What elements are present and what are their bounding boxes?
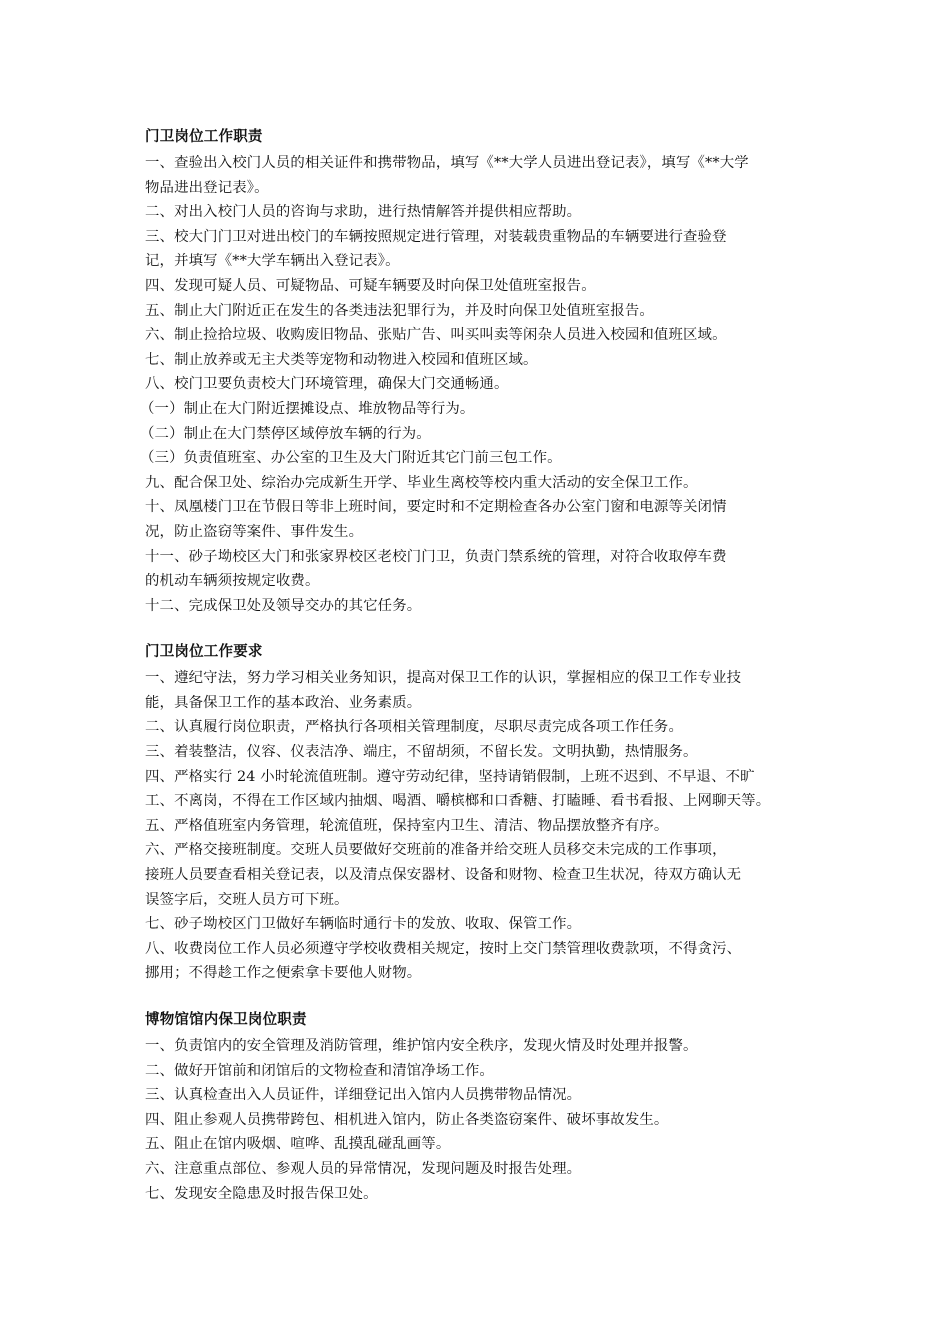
text-line: 十、凤凰楼门卫在节假日等非上班时间，要定时和不定期检查各办公室门窗和电源等关闭情	[145, 499, 727, 516]
section-heading: 门卫岗位工作要求	[145, 644, 263, 661]
text-line: 十一、砂子坳校区大门和张家界校区老校门门卫，负责门禁系统的管理，对符合收取停车费	[145, 548, 727, 565]
text-line: 物品进出登记表》。	[145, 179, 269, 196]
text-line: 二、认真履行岗位职责，严格执行各项相关管理制度，尽职尽责完成各项工作任务。	[145, 719, 684, 736]
section-museum-security-duties	[145, 1010, 825, 1206]
section-heading: 门卫岗位工作职责	[145, 129, 263, 145]
text-line: 三、着装整洁，仪容、仪表洁净、端庄，不留胡须，不留长发。文明执勤，热情服务。	[145, 744, 698, 761]
text-line: 一、查验出入校门人员的相关证件和携带物品，填写《**大学人员进出登记表》，填写《**大学	[145, 155, 749, 171]
text-line: 八、校门卫要负责校大门环境管理，确保大门交通畅通。	[145, 376, 509, 393]
text-line: 况，防止盗窃等案件、事件发生。	[145, 523, 364, 540]
text-line: 的机动车辆须按规定收费。	[145, 573, 320, 590]
section-heading: 博物馆馆内保卫岗位职责	[145, 1012, 307, 1028]
section-body	[145, 1034, 825, 1206]
text-line: 十二、完成保卫处及领导交办的其它任务。	[145, 597, 422, 614]
text-line: 六、注意重点部位、参观人员的异常情况，发现问题及时报告处理。	[145, 1160, 582, 1177]
text-line: 能，具备保卫工作的基本政治、业务素质。	[145, 694, 422, 711]
text-line: 五、阻止在馆内吸烟、喧哗、乱摸乱碰乱画等。	[145, 1136, 451, 1153]
text-line: 记，并填写《**大学车辆出入登记表》。	[145, 253, 400, 270]
text-line: 三、校大门门卫对进出校门的车辆按照规定进行管理，对装载贵重物品的车辆要进行查验登	[145, 228, 727, 245]
text-line: 七、发现安全隐患及时报告保卫处。	[145, 1185, 378, 1202]
section-gatekeeper-requirements	[145, 642, 825, 986]
text-line: 八、收费岗位工作人员必须遵守学校收费相关规定，按时上交门禁管理收费款项，不得贪污、	[145, 940, 742, 957]
text-line: 七、砂子坳校区门卫做好车辆临时通行卡的发放、收取、保管工作。	[145, 916, 582, 933]
text-line: （三）负责值班室、办公室的卫生及大门附近其它门前三包工作。	[140, 450, 562, 467]
text-line: 四、发现可疑人员、可疑物品、可疑车辆要及时向保卫处值班室报告。	[145, 277, 596, 294]
text-line: 三、认真检查出入人员证件，详细登记出入馆内人员携带物品情况。	[145, 1087, 582, 1104]
section-body	[145, 666, 825, 986]
text-line: 五、严格值班室内务管理，轮流值班，保持室内卫生、清洁、物品摆放整齐有序。	[145, 817, 669, 834]
text-line: 一、负责馆内的安全管理及消防管理，维护馆内安全秩序，发现火情及时处理并报警。	[145, 1038, 698, 1054]
text-line: （一）制止在大门附近摆摊设点、堆放物品等行为。	[140, 400, 475, 417]
text-line: 四、阻止参观人员携带跨包、相机进入馆内，防止各类盗窃案件、破坏事故发生。	[145, 1111, 669, 1128]
text-line: 接班人员要查看相关登记表，以及清点保安器材、设备和财物、检查卫生状况，待双方确认无	[145, 867, 742, 884]
text-line: （二）制止在大门禁停区域停放车辆的行为。	[140, 425, 431, 442]
text-line: 六、制止捡拾垃圾、收购废旧物品、张贴广告、叫买叫卖等闲杂人员进入校园和值班区域。	[145, 327, 727, 344]
section-body	[140, 151, 825, 618]
text-line: 二、做好开馆前和闭馆后的文物检查和清馆净场工作。	[145, 1062, 494, 1079]
text-line: 挪用；不得趁工作之便索拿卡要他人财物。	[145, 965, 422, 982]
text-line: 工、不离岗，不得在工作区域内抽烟、喝酒、嚼槟榔和口香糖、打瞌睡、看书看报、上网聊天等。	[145, 793, 771, 810]
document-page	[140, 127, 825, 1206]
text-line: 六、严格交接班制度。交班人员要做好交班前的准备并给交班人员移交未完成的工作事项，	[145, 842, 727, 859]
section-gatekeeper-duties	[140, 127, 825, 618]
text-line: 九、配合保卫处、综治办完成新生开学、毕业生离校等校内重大活动的安全保卫工作。	[145, 474, 698, 491]
text-line: 二、对出入校门人员的咨询与求助，进行热情解答并提供相应帮助。	[145, 204, 582, 221]
text-line: 五、制止大门附近正在发生的各类违法犯罪行为，并及时向保卫处值班室报告。	[145, 302, 654, 319]
text-line: 一、遵纪守法，努力学习相关业务知识，提高对保卫工作的认识，掌握相应的保卫工作专业技	[145, 670, 742, 687]
text-line: 四、严格实行 24 小时轮流值班制。遵守劳动纪律，坚持请销假制，上班不迟到、不早退、不旷	[145, 768, 755, 785]
text-line: 七、制止放养或无主犬类等宠物和动物进入校园和值班区域。	[145, 351, 538, 368]
text-line: 误签字后，交班人员方可下班。	[145, 891, 349, 908]
